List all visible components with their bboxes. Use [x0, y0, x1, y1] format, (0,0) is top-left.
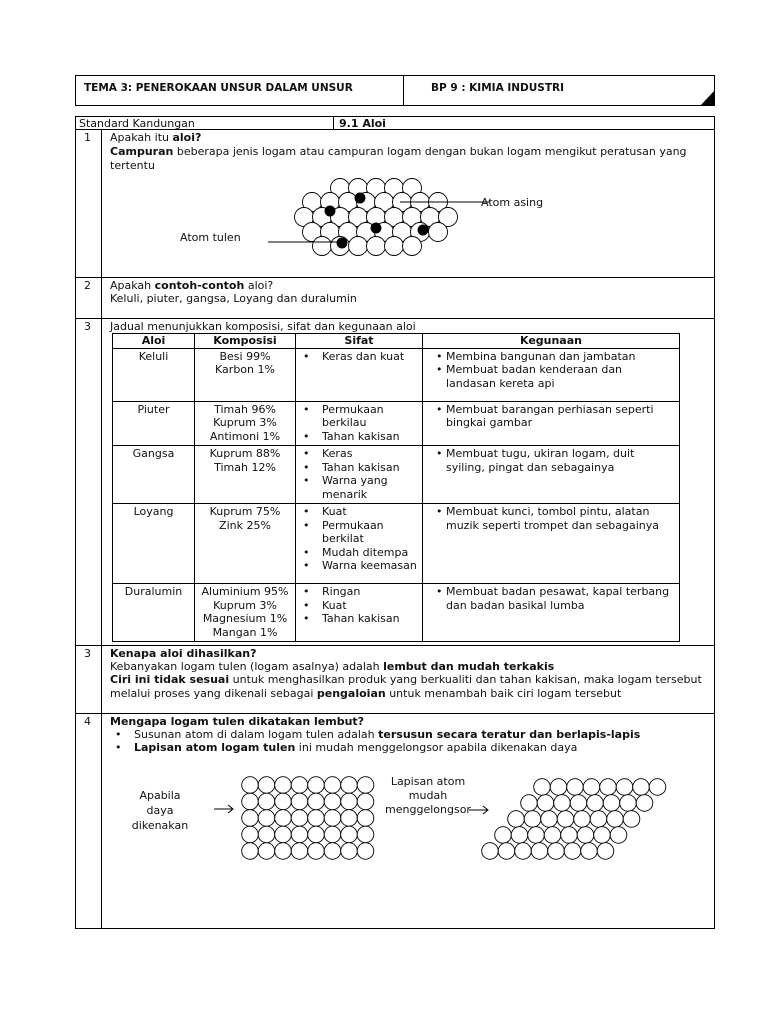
- foreign-atom: [355, 193, 365, 203]
- komposisi-item: Kuprum 3%: [213, 416, 277, 429]
- pure-atom: [557, 811, 574, 828]
- alloy-table: [112, 333, 680, 642]
- section4-line1-bold: lembut dan mudah terkakis: [383, 660, 555, 673]
- section4-line3-bold: pengaloian: [316, 687, 386, 700]
- pure-atom: [548, 843, 565, 860]
- aloi-cell: Keluli: [113, 348, 195, 401]
- section4-line2-suffix: untuk menghasilkan produk yang berkualiti dan tahan kakisan, maka logam tersebut: [229, 673, 702, 686]
- section1-question: [110, 131, 201, 145]
- pure-atom: [357, 777, 374, 794]
- sifat-item: • Warna yang menarik: [300, 474, 418, 501]
- pure-atom: [554, 795, 571, 812]
- pure-atom: [577, 827, 594, 844]
- kegunaan-item: • Membuat badan pesawat, kapal terbang dan badan basikal lumba: [436, 585, 675, 612]
- sifat-item: • Warna keemasan: [300, 559, 418, 573]
- section4-question: Kenapa aloi dihasilkan?: [110, 647, 257, 660]
- pure-atom: [367, 237, 386, 256]
- komposisi-item: Besi 99%: [219, 349, 271, 363]
- kegunaan-cell: [423, 584, 680, 642]
- pure-atom: [275, 810, 292, 827]
- pure-atom: [620, 795, 637, 812]
- komposisi-item: Kuprum 75%: [209, 505, 281, 518]
- section1-answer-bold: Campuran: [110, 145, 174, 158]
- sifat-item: • Kuat: [300, 599, 418, 613]
- section2-question-suffix: aloi?: [244, 279, 274, 292]
- section1-question-bold: aloi?: [172, 131, 202, 144]
- column-header: Aloi: [113, 334, 195, 349]
- pure-atom: [275, 826, 292, 843]
- pure-atom: [341, 826, 358, 843]
- sifat-list: [300, 350, 418, 364]
- sifat-list: [300, 505, 418, 573]
- pure-atom: [590, 811, 607, 828]
- section5-bullet1-bold: tersusun secara teratur dan berlapis-lapis: [378, 728, 641, 741]
- pure-atom: [597, 843, 614, 860]
- sifat-item: • Ringan: [300, 585, 418, 599]
- sifat-cell: [296, 504, 423, 584]
- row-separator: [75, 645, 715, 646]
- komposisi-item: Antimoni 1%: [209, 429, 281, 443]
- pure-atom: [349, 237, 368, 256]
- slide-label-line: mudah: [408, 789, 448, 802]
- section4-line3-prefix: melalui proses yang dikenali sebagai: [110, 687, 317, 700]
- sifat-item: • Kuat: [300, 505, 418, 519]
- section4-line2: [110, 673, 702, 687]
- section1-answer-text: beberapa jenis logam atau campuran logam dengan bukan logam mengikut peratusan yang: [173, 145, 687, 158]
- komposisi-cell: [195, 348, 296, 401]
- pure-atom: [600, 779, 617, 796]
- pure-atom: [341, 793, 358, 810]
- pure-atom: [567, 779, 584, 796]
- pure-atom: [242, 826, 259, 843]
- kegunaan-cell: [423, 446, 680, 504]
- section5-bullet1: [115, 728, 641, 742]
- table-row: [113, 584, 680, 642]
- atom-tulen-label: Atom tulen: [180, 231, 241, 244]
- pure-atom: [308, 777, 325, 794]
- pure-atom: [324, 826, 341, 843]
- sifat-cell: [296, 401, 423, 446]
- pure-atom: [587, 795, 604, 812]
- pure-atom: [357, 793, 374, 810]
- section-number: 2: [84, 279, 91, 292]
- komposisi-item: Kuprum 88%: [209, 447, 281, 460]
- komposisi-item: Timah 12%: [214, 460, 276, 474]
- pure-atom: [528, 827, 545, 844]
- pure-atom: [603, 795, 620, 812]
- pure-atom: [537, 795, 554, 812]
- pure-atom: [242, 793, 259, 810]
- column-header: Komposisi: [195, 334, 296, 349]
- pure-atom: [324, 777, 341, 794]
- sifat-item: • Keras: [300, 447, 418, 461]
- kegunaan-item: • Membina bangunan dan jambatan: [436, 350, 675, 364]
- column-header: Kegunaan: [423, 334, 680, 349]
- sliding-layers-diagram: [480, 778, 670, 860]
- table-row: [113, 446, 680, 504]
- sifat-item: • Permukaan berkilau: [300, 403, 418, 430]
- sifat-cell: [296, 584, 423, 642]
- section4-line1: [110, 660, 554, 674]
- pure-atom: [550, 779, 567, 796]
- sifat-item: • Tahan kakisan: [300, 612, 418, 626]
- pure-atom: [482, 843, 499, 860]
- pure-atom: [633, 779, 650, 796]
- alloy-atom-diagram: [260, 172, 490, 262]
- section-number: 3: [84, 647, 91, 660]
- force-label-line: Apabila: [139, 789, 181, 802]
- section5-question: Mengapa logam tulen dikatakan lembut?: [110, 715, 365, 728]
- kegunaan-cell: [423, 401, 680, 446]
- pure-atom: [616, 779, 633, 796]
- pure-atom: [561, 827, 578, 844]
- header-tema: TEMA 3: PENEROKAAN UNSUR DALAM UNSUR: [84, 82, 353, 94]
- section4-line3-suffix: untuk menambah baik ciri logam tersebut: [385, 687, 622, 700]
- pure-atom: [291, 793, 308, 810]
- section1-answer-line1: [110, 145, 687, 159]
- komposisi-item: Karbon 1%: [215, 363, 275, 376]
- sifat-list: [300, 403, 418, 444]
- aloi-cell: Gangsa: [113, 446, 195, 504]
- pure-atom: [531, 843, 548, 860]
- pure-atom: [649, 779, 666, 796]
- sifat-item: • Permukaan berkilat: [300, 519, 418, 546]
- row-separator: [75, 713, 715, 714]
- section1-question-prefix: Apakah itu: [110, 131, 173, 144]
- slide-label-line: menggelongsor: [385, 803, 471, 816]
- pure-atom: [623, 811, 640, 828]
- section-number: 1: [84, 131, 91, 144]
- kegunaan-item: • Membuat barangan perhiasan seperti bingkai gambar: [436, 403, 675, 430]
- foreign-atom: [337, 238, 347, 248]
- force-label-line: dikenakan: [131, 819, 189, 832]
- section-number: 3: [84, 320, 91, 333]
- section5-bullet2-bold: Lapisan atom logam tulen: [134, 741, 296, 754]
- komposisi-item: Timah 96%: [214, 402, 276, 416]
- komposisi-item: Magnesium 1%: [202, 612, 288, 625]
- pure-atom: [357, 843, 374, 860]
- pure-atom: [258, 777, 275, 794]
- komposisi-item: Aluminium 95%: [201, 585, 289, 598]
- kegunaan-list: [436, 350, 675, 391]
- kegunaan-cell: [423, 504, 680, 584]
- section2-question: [110, 279, 273, 293]
- pure-atom: [515, 843, 532, 860]
- aloi-cell: Duralumin: [113, 584, 195, 642]
- pure-atom: [607, 811, 624, 828]
- kegunaan-item: • Membuat badan kenderaan dan landasan kereta api: [436, 363, 675, 390]
- pure-atom: [357, 810, 374, 827]
- bullet-dot: •: [115, 728, 122, 741]
- pure-atom: [258, 826, 275, 843]
- komposisi-cell: [195, 446, 296, 504]
- sifat-item: • Mudah ditempa: [300, 546, 418, 560]
- pure-atom: [636, 795, 653, 812]
- pure-atom: [429, 223, 448, 242]
- table-header-row: [113, 334, 680, 349]
- aloi-cell: Loyang: [113, 504, 195, 584]
- pure-atom: [534, 779, 551, 796]
- komposisi-item: Mangan 1%: [212, 625, 278, 639]
- kegunaan-list: [436, 403, 675, 430]
- section4-line2-bold: Ciri ini tidak sesuai: [110, 673, 230, 686]
- komposisi-cell: [195, 584, 296, 642]
- sifat-cell: [296, 348, 423, 401]
- pure-atom: [291, 810, 308, 827]
- standard-value: 9.1 Aloi: [339, 117, 386, 130]
- pure-atom: [570, 795, 587, 812]
- section4-line1-prefix: Kebanyakan logam tulen (logam asalnya) adalah: [110, 660, 384, 673]
- pure-atom: [574, 811, 591, 828]
- kegunaan-cell: [423, 348, 680, 401]
- section2-answer: Keluli, piuter, gangsa, Loyang dan duralumin: [110, 292, 357, 305]
- table-row: [113, 348, 680, 401]
- arrow-right-icon: [214, 803, 238, 815]
- kegunaan-item: • Membuat kunci, tombol pintu, alatan muzik seperti trompet dan sebagainya: [436, 505, 675, 532]
- row-separator: [75, 318, 715, 319]
- pure-atom: [544, 827, 561, 844]
- sifat-list: [300, 447, 418, 501]
- kegunaan-item: • Membuat tugu, ukiran logam, duit syiling, pingat dan sebagainya: [436, 447, 675, 474]
- foreign-atom: [371, 223, 381, 233]
- sifat-cell: [296, 446, 423, 504]
- force-label: [124, 788, 196, 833]
- standard-divider: [333, 116, 334, 130]
- pure-atom: [498, 843, 515, 860]
- kegunaan-list: [436, 585, 675, 612]
- number-column-divider: [101, 129, 102, 929]
- komposisi-cell: [195, 401, 296, 446]
- force-label-line: daya: [146, 804, 174, 817]
- pure-atom: [508, 811, 525, 828]
- pure-atom: [308, 810, 325, 827]
- section5-bullet2-suffix: ini mudah menggelongsor apabila dikenakan daya: [295, 741, 578, 754]
- pure-atom: [495, 827, 512, 844]
- pure-atom: [275, 777, 292, 794]
- header-bp: BP 9 : KIMIA INDUSTRI: [431, 82, 565, 94]
- slide-label-line: Lapisan atom: [390, 775, 466, 788]
- pure-atom: [291, 777, 308, 794]
- pure-atom: [308, 826, 325, 843]
- pure-atom: [564, 843, 581, 860]
- pure-atom: [357, 826, 374, 843]
- pure-atom: [324, 810, 341, 827]
- section1-answer-line2: tertentu: [110, 159, 155, 172]
- sifat-list: [300, 585, 418, 626]
- section2-question-prefix: Apakah: [110, 279, 155, 292]
- pure-atom: [341, 777, 358, 794]
- pure-atom: [403, 237, 422, 256]
- foreign-atom: [325, 206, 335, 216]
- aloi-cell: Piuter: [113, 401, 195, 446]
- pure-atom: [541, 811, 558, 828]
- standard-label: Standard Kandungan: [79, 117, 195, 130]
- pure-atom: [385, 237, 404, 256]
- pure-atom: [275, 843, 292, 860]
- section4-line3: [110, 687, 621, 701]
- komposisi-item: Zink 25%: [219, 518, 271, 532]
- section3-intro: Jadual menunjukkan komposisi, sifat dan kegunaan aloi: [110, 320, 416, 333]
- pure-atom: [324, 793, 341, 810]
- pure-atom: [242, 810, 259, 827]
- section-number: 4: [84, 715, 91, 728]
- pure-atom: [610, 827, 627, 844]
- header-divider: [403, 75, 404, 106]
- pure-atom: [524, 811, 541, 828]
- table-row: [113, 504, 680, 584]
- pure-atom: [258, 810, 275, 827]
- kegunaan-list: [436, 505, 675, 532]
- pure-atom: [581, 843, 598, 860]
- pure-atom: [242, 843, 259, 860]
- komposisi-item: Kuprum 3%: [213, 598, 277, 612]
- pure-atom: [308, 843, 325, 860]
- row-separator: [75, 277, 715, 278]
- pure-atom: [258, 843, 275, 860]
- pure-atom: [258, 793, 275, 810]
- bullet-dot: •: [115, 741, 122, 754]
- sifat-item: • Tahan kakisan: [300, 430, 418, 444]
- pure-atom: [521, 795, 538, 812]
- section2-question-bold: contoh-contoh: [154, 279, 245, 292]
- kegunaan-list: [436, 447, 675, 474]
- pure-atom: [308, 793, 325, 810]
- pure-atom: [341, 843, 358, 860]
- pure-atom: [511, 827, 528, 844]
- section5-bullet2: [115, 741, 578, 755]
- pure-atom: [291, 826, 308, 843]
- foreign-atom: [418, 225, 428, 235]
- atom-asing-label: Atom asing: [481, 196, 544, 209]
- pure-atom: [275, 793, 292, 810]
- pure-atom: [313, 237, 332, 256]
- pure-atom: [341, 810, 358, 827]
- pure-metal-layers-diagram: [240, 776, 380, 860]
- table-row: [113, 401, 680, 446]
- pure-atom: [291, 843, 308, 860]
- header-corner-decoration: [700, 90, 716, 107]
- pure-atom: [594, 827, 611, 844]
- sifat-item: • Tahan kakisan: [300, 461, 418, 475]
- pure-atom: [242, 777, 259, 794]
- column-header: Sifat: [296, 334, 423, 349]
- pure-atom: [583, 779, 600, 796]
- sifat-item: • Keras dan kuat: [300, 350, 418, 364]
- komposisi-cell: [195, 504, 296, 584]
- section5-bullet1-prefix: Susunan atom di dalam logam tulen adalah: [134, 728, 379, 741]
- pure-atom: [324, 843, 341, 860]
- slide-label: [383, 775, 473, 817]
